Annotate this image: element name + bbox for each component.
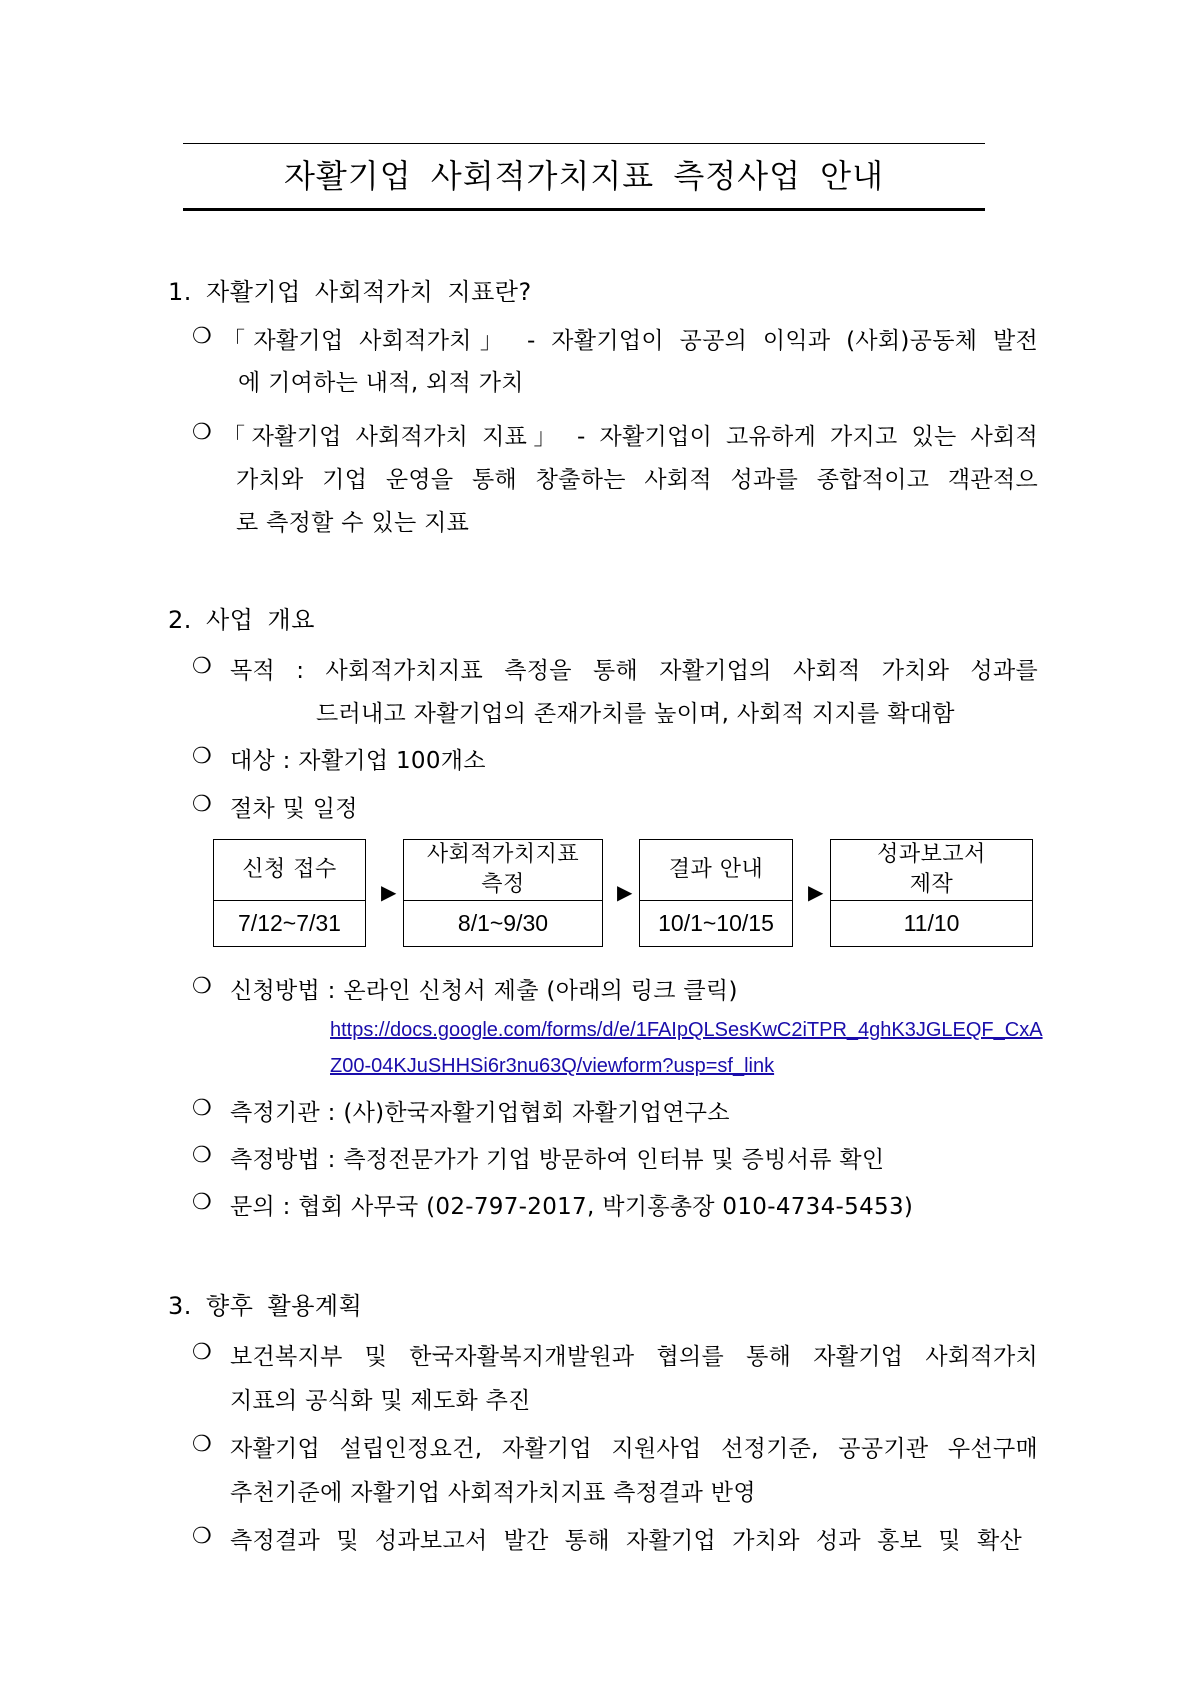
process-step-label: 성과보고서 제작 <box>831 840 1032 901</box>
s1-item2-line3: 로 측정할 수 있는 지표 <box>236 510 470 536</box>
process-step-date: 11/10 <box>903 909 960 936</box>
process-step-date: 8/1~9/30 <box>457 909 549 936</box>
arrow-right-icon: ▶ <box>381 880 397 904</box>
section3-heading: 3. 향후 활용계획 <box>168 1292 363 1320</box>
bullet-icon: ❍ <box>192 324 212 349</box>
s3-item3-line1: 측정결과 및 성과보고서 발간 통해 자활기업 가치와 성과 홍보 및 확산 <box>230 1528 1022 1554</box>
s3-item2-line2: 추천기준에 자활기업 사회적가치지표 측정결과 반영 <box>230 1480 756 1506</box>
bullet-icon: ❍ <box>192 1524 212 1549</box>
process-step-label: 신청 접수 <box>214 840 365 901</box>
s2-purpose-line2: 드러내고 자활기업의 존재가치를 높이며, 사회적 지지를 확대함 <box>316 701 955 727</box>
bullet-icon: ❍ <box>192 1143 212 1168</box>
bullet-icon: ❍ <box>192 792 212 817</box>
bullet-icon: ❍ <box>192 744 212 769</box>
bullet-icon: ❍ <box>192 1340 212 1365</box>
s1-item1-line2: 에 기여하는 내적, 외적 가치 <box>238 370 524 396</box>
bullet-icon: ❍ <box>192 420 212 445</box>
section1-heading: 1. 자활기업 사회적가치 지표란? <box>168 278 532 306</box>
s2-procedure: 절차 및 일정 <box>230 796 358 822</box>
arrow-right-icon: ▶ <box>617 880 633 904</box>
process-step-date: 7/12~7/31 <box>238 909 341 936</box>
process-step-date: 10/1~10/15 <box>658 909 774 936</box>
s3-item2-line1: 자활기업 설립인정요건, 자활기업 지원사업 선정기준, 공공기관 우선구매 <box>230 1436 1038 1462</box>
process-step-measure <box>403 839 603 947</box>
bullet-icon: ❍ <box>192 1190 212 1215</box>
process-step-report <box>830 839 1033 947</box>
s1-item1-line1: 「자활기업 사회적가치」 - 자활기업이 공공의 이익과 (사회)공동체 발전 <box>222 328 1038 354</box>
bullet-icon: ❍ <box>192 1432 212 1457</box>
s2-target: 대상 : 자활기업 100개소 <box>230 748 486 774</box>
s2-apply: 신청방법 : 온라인 신청서 제출 (아래의 링크 클릭) <box>230 978 738 1004</box>
process-step-result <box>639 839 793 947</box>
page-title: 자활기업 사회적가치지표 측정사업 안내 <box>283 157 885 195</box>
s2-method: 측정방법 : 측정전문가가 기업 방문하여 인터뷰 및 증빙서류 확인 <box>230 1147 885 1173</box>
section2-heading: 2. 사업 개요 <box>168 606 315 634</box>
process-step-apply <box>213 839 366 947</box>
application-form-link-line2[interactable]: Z00-04KJuSHHSi6r3nu63Q/viewform?usp=sf_link <box>330 1055 775 1077</box>
bullet-icon: ❍ <box>192 1096 212 1121</box>
s1-item2-line1: 「자활기업 사회적가치 지표」 - 자활기업이 고유하게 가지고 있는 사회적 <box>222 424 1038 450</box>
s1-item2-line2: 가치와 기업 운영을 통해 창출하는 사회적 성과를 종합적이고 객관적으 <box>236 467 1038 493</box>
title-rule-bottom <box>183 208 985 211</box>
process-step-label: 결과 안내 <box>640 840 792 901</box>
application-form-link-line1[interactable]: https://docs.google.com/forms/d/e/1FAIpQLSesKwC2iTPR_4ghK3JGLEQF_CxA <box>330 1019 1043 1041</box>
bullet-icon: ❍ <box>192 654 212 679</box>
bullet-icon: ❍ <box>192 974 212 999</box>
s2-contact: 문의 : 협회 사무국 (02-797-2017, 박기홍총장 010-4734-5453) <box>230 1194 914 1220</box>
s2-purpose-line1: 목적 : 사회적가치지표 측정을 통해 자활기업의 사회적 가치와 성과를 <box>230 658 1038 684</box>
s3-item1-line2: 지표의 공식화 및 제도화 추진 <box>230 1388 531 1414</box>
arrow-right-icon: ▶ <box>808 880 824 904</box>
title-block <box>183 143 985 211</box>
s3-item1-line1: 보건복지부 및 한국자활복지개발원과 협의를 통해 자활기업 사회적가치 <box>230 1344 1038 1370</box>
s2-agency: 측정기관 : (사)한국자활기업협회 자활기업연구소 <box>230 1100 730 1126</box>
process-step-label: 사회적가치지표 측정 <box>404 840 602 901</box>
